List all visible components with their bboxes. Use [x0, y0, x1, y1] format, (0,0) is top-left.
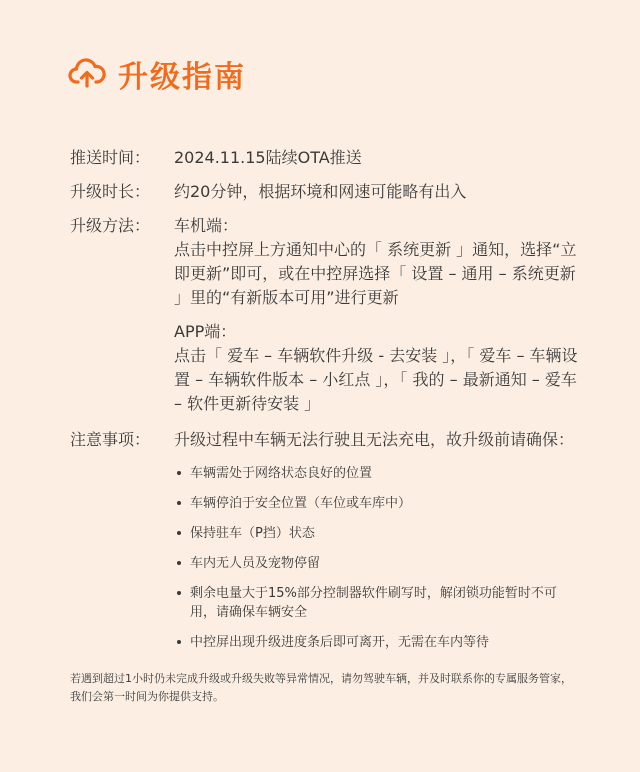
notes-intro: 升级过程中车辆无法行驶且无法充电，故升级前请确保： [174, 430, 575, 449]
notes-row [70, 428, 580, 663]
bullet-dot-icon [177, 501, 181, 505]
method-row [70, 214, 580, 416]
method-value [174, 214, 580, 416]
list-item [174, 524, 580, 543]
list-item-text: 剩余电量大于15%部分控制器软件刷写时，解闭锁功能暂时不可用，请确保车辆安全 [190, 586, 557, 620]
duration-value: 约20分钟，根据环境和网速可能略有出入 [174, 182, 467, 201]
bullet-dot-icon [177, 561, 181, 565]
method-label: 升级方法： [70, 216, 151, 235]
push-time-value: 2024.11.15陆续OTA推送 [174, 148, 362, 167]
push-time-row [70, 146, 580, 170]
push-time-label: 推送时间： [70, 148, 151, 167]
page-title: 升级指南 [118, 60, 246, 95]
list-item-text: 保持驻车（P挡）状态 [190, 526, 315, 541]
car-method [174, 214, 580, 310]
list-item [174, 584, 580, 622]
cloud-upload-icon [68, 53, 106, 95]
header [68, 52, 246, 96]
info-section [70, 146, 580, 663]
bullet-dot-icon [177, 531, 181, 535]
notes-label: 注意事项： [70, 430, 151, 449]
list-item-text: 车辆需处于网络状态良好的位置 [190, 466, 373, 481]
list-item [174, 464, 580, 483]
duration-row [70, 180, 580, 204]
car-method-title: 车机端： [174, 216, 239, 235]
list-item [174, 633, 580, 652]
car-method-text: 点击中控屏上方通知中心的「 系统更新 」通知，选择“立即更新”即可，或在中控屏选择「 设置 – 通用 – 系统更新 」里的“有新版本可用”进行更新 [174, 240, 577, 307]
list-item [174, 554, 580, 573]
list-item [174, 494, 580, 513]
notes-value [174, 428, 580, 663]
footer-note: 若遇到超过1小时仍未完成升级或升级失败等异常情况，请勿驾驶车辆，并及时联系你的专属服务管家，我们会第一时间为你提供支持。 [70, 672, 572, 703]
list-item-text: 车辆停泊于安全位置（车位或车库中） [190, 496, 412, 511]
list-item-text: 车内无人员及宠物停留 [190, 556, 321, 571]
bullet-dot-icon [177, 640, 181, 644]
notes-list [174, 464, 580, 652]
duration-label: 升级时长： [70, 182, 151, 201]
bullet-dot-icon [177, 471, 181, 475]
list-item-text: 中控屏出现升级进度条后即可离开，无需在车内等待 [190, 635, 490, 650]
app-method-title: APP端： [174, 322, 237, 341]
app-method-text: 点击「 爱车 – 车辆软件升级 - 去安装 」，「 爱车 – 车辆设置 – 车辆软件版本 – 小红点 」，「 我的 – 最新通知 – 爱车 – 软件更新待安装 」 [174, 346, 578, 413]
app-method [174, 320, 580, 416]
bullet-dot-icon [177, 591, 181, 595]
